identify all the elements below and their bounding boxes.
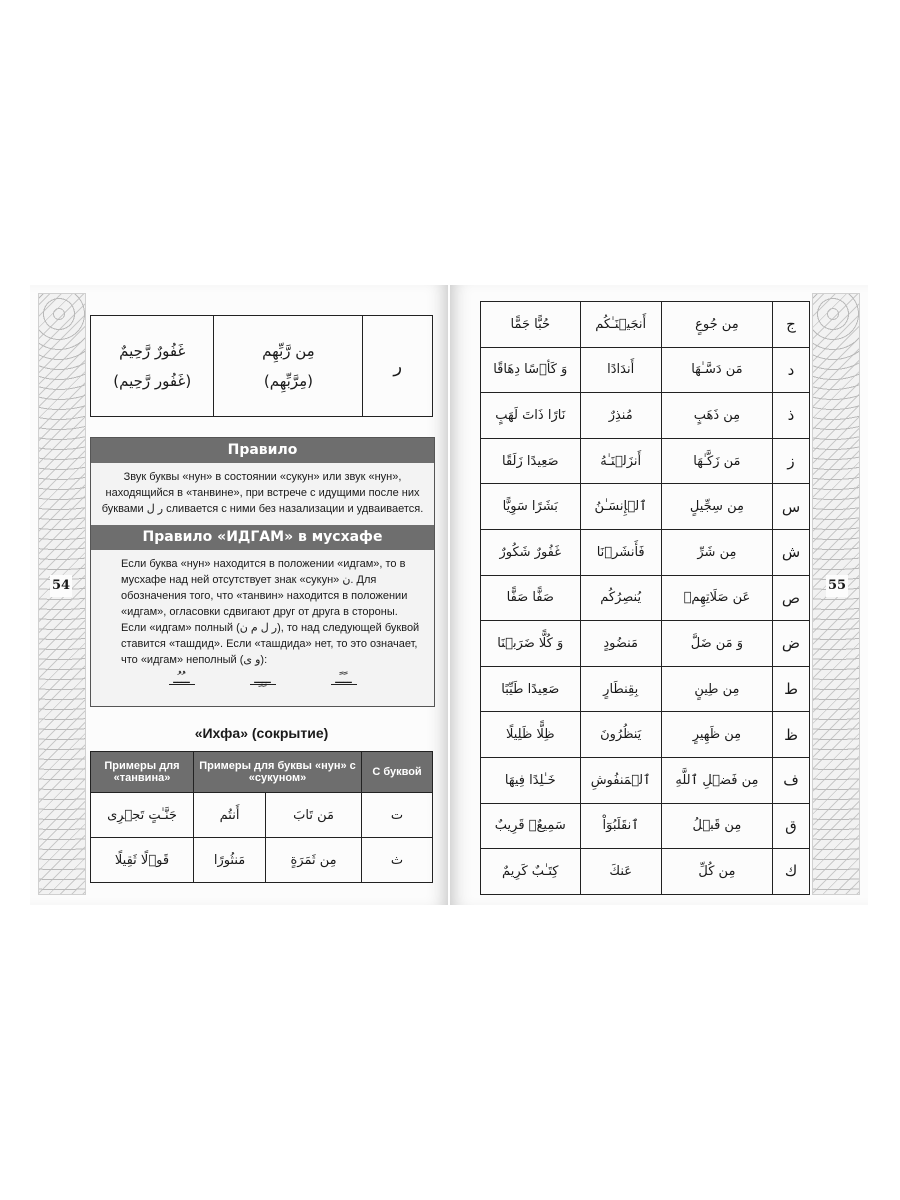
letter-cell: ف (773, 757, 810, 803)
tanwin-example: صَفًّا صَفًّا (481, 575, 581, 621)
right-page (450, 285, 868, 905)
arabic-example: مِن رَّبِّهِم (262, 342, 315, 360)
rule-text: Звук буквы «нун» в состоянии «сукун» или звук «нун», находящийся в «танвине», при встрече с идущими после них буквами ر ل сливается с ними без назализации и удваивается. (101, 471, 424, 515)
tanwin-example: وَ كَأۡسًا دِهَاقًا (481, 347, 581, 393)
nun-example: مِن ذَهَبٍ (661, 393, 772, 439)
page-number: 55 (826, 575, 848, 597)
rule-box (90, 437, 435, 707)
letter-cell: س (773, 484, 810, 530)
nun-example-cell (214, 316, 363, 417)
nun-example: مَن تَابَ (266, 793, 362, 838)
letter-cell: ث (362, 838, 433, 883)
page-number: 54 (50, 575, 72, 597)
nun-inside-word-example: أَنجَيۡنَـٰكُم (580, 302, 661, 348)
nun-inside-word-example: أَنزَلۡنَـٰهُ (580, 438, 661, 484)
idgam-text: Если буква «нун» находится в положении «идгам», то в мусхафе над ней отсутствует знак «сукун» ن. Для обозначения того, что «танвин» находится в положении «идгам», огласовки сдвигают друг от друга в стороны. Если «идгам» полный (ر ل م ن), то над следующей буквой ставится «ташдид». Если «ташдида» нет, то это означает, что «идгам» неполный (و ى): (121, 558, 420, 666)
nun-inside-word-example: بِقِنطَارٍ (580, 666, 661, 712)
open-book (30, 285, 868, 925)
letter-cell: ش (773, 529, 810, 575)
nun-example: مِن فَضۡلِ ٱللَّهِ (661, 757, 772, 803)
tanwin-example: وَ كُلًّا ضَرَبۡنَا (481, 621, 581, 667)
harakat-marks (91, 668, 434, 685)
idgam-ra-table (90, 315, 433, 417)
nun-inside-word-example: ٱلۡمَنفُوشِ (580, 757, 661, 803)
table-row (481, 438, 810, 484)
tanwin-example: حُبًّا جَمًّا (481, 302, 581, 348)
nun-inside-word-example: فَأَنشَرۡنَا (580, 529, 661, 575)
ikhfa-letters-table (480, 301, 810, 895)
letter-cell: ز (773, 438, 810, 484)
rule-heading: Правило (91, 438, 434, 463)
letter-cell: ض (773, 621, 810, 667)
tanwin-example: غَفُورٌ شَكُورٌ (481, 529, 581, 575)
table-row (91, 838, 433, 883)
table-row (481, 712, 810, 758)
table-row (481, 302, 810, 348)
tanwin-example: قَوۡلًا ثَقِيلًا (91, 838, 194, 883)
harakat-mark: ــُـُـ (169, 674, 195, 685)
nun-example: أَنتُم (194, 793, 266, 838)
nun-example: مِن جُوعٍ (661, 302, 772, 348)
nun-inside-word-example: يَنظُرُونَ (580, 712, 661, 758)
harakat-mark: ــٍـٍـ (250, 674, 276, 685)
nun-example: مِن طِينٍ (661, 666, 772, 712)
letter-cell: ق (773, 803, 810, 849)
nun-example: مِن ثَمَرَةٍ (266, 838, 362, 883)
arabic-pronunciation: (مِرَّبِّهِم) (263, 372, 313, 390)
table-row (481, 803, 810, 849)
ikhfa-table (90, 751, 433, 883)
ikhfa-title: «Ихфа» (сокрытие) (194, 725, 329, 741)
table-row (481, 484, 810, 530)
table-row (481, 666, 810, 712)
nun-example: عَن صَلَاتِهِمۡ (661, 575, 772, 621)
letter-cell: د (773, 347, 810, 393)
nun-inside-word-example: مَنضُودٍ (580, 621, 661, 667)
nun-inside-word-example: مُنذِرٌ (580, 393, 661, 439)
nun-inside-word-example: أَندَادًا (580, 347, 661, 393)
table-row (481, 575, 810, 621)
tanwin-example: كِتَـٰبٌ كَرِيمٌ (481, 849, 581, 895)
nun-example: مِن سِجِّيلٍ (661, 484, 772, 530)
table-row (481, 849, 810, 895)
nun-inside-word-example: ٱلۡإِنسَـٰنُ (580, 484, 661, 530)
letter-cell: ص (773, 575, 810, 621)
arabic-pronunciation: (غَفُور رَّحِيم) (113, 372, 192, 390)
arabic-example: غَفُورٌ رَّحِيمٌ (119, 342, 186, 360)
nun-inside-word-example: عَنكَ (580, 849, 661, 895)
nun-example: مَن دَسَّـٰهَا (661, 347, 772, 393)
tanwin-example: بَشَرًا سَوِيًّا (481, 484, 581, 530)
tanwin-example: صَعِيدًا طَيِّبًا (481, 666, 581, 712)
table-row (91, 316, 433, 417)
table-row (481, 347, 810, 393)
tanwin-example: سَمِيعٌۢ قَرِيبٌ (481, 803, 581, 849)
nun-example: وَ مَن ضَلَّ (661, 621, 772, 667)
table-header-row (91, 752, 433, 793)
nun-example: مِن كُلِّ (661, 849, 772, 895)
letter-cell: ج (773, 302, 810, 348)
letter-cell: ط (773, 666, 810, 712)
tanwin-example: ظِلًّا ظَلِيلًا (481, 712, 581, 758)
harakat-mark: ــًـًـ (331, 674, 357, 685)
table-row (91, 793, 433, 838)
idgam-heading: Правило «ИДГАМ» в мусхафе (91, 525, 434, 550)
table-row (481, 529, 810, 575)
column-header: Примеры для буквы «нун» с «сукуном» (194, 752, 362, 793)
tanwin-example-cell (91, 316, 214, 417)
letter-cell: ر (363, 316, 433, 417)
nun-example: مِن شَرِّ (661, 529, 772, 575)
column-header: Примеры для «танвина» (91, 752, 194, 793)
table-row (481, 757, 810, 803)
nun-example: مِن ظَهِيرٍ (661, 712, 772, 758)
table-row (481, 393, 810, 439)
tanwin-example: جَنَّـٰتٍ تَجۡرِى (91, 793, 194, 838)
nun-inside-word-example: يُنصِرُكُم (580, 575, 661, 621)
table-row (481, 621, 810, 667)
nun-example: مِن قَبۡلُ (661, 803, 772, 849)
letter-cell: ظ (773, 712, 810, 758)
column-header: С буквой (362, 752, 433, 793)
tanwin-example: صَعِيدًا زَلَقًا (481, 438, 581, 484)
tanwin-example: خَـٰلِدًا فِيهَا (481, 757, 581, 803)
nun-example: مَنثُورًا (194, 838, 266, 883)
letter-cell: ك (773, 849, 810, 895)
ikhfa-letters-body (481, 302, 810, 895)
letter-cell: ذ (773, 393, 810, 439)
nun-example: مَن زَكَّـٰهَا (661, 438, 772, 484)
left-page (30, 285, 448, 905)
tanwin-example: نَارًا ذَاتَ لَهَبٍ (481, 393, 581, 439)
nun-inside-word-example: ٱنقَلَبُوٓاْ (580, 803, 661, 849)
letter-cell: ت (362, 793, 433, 838)
